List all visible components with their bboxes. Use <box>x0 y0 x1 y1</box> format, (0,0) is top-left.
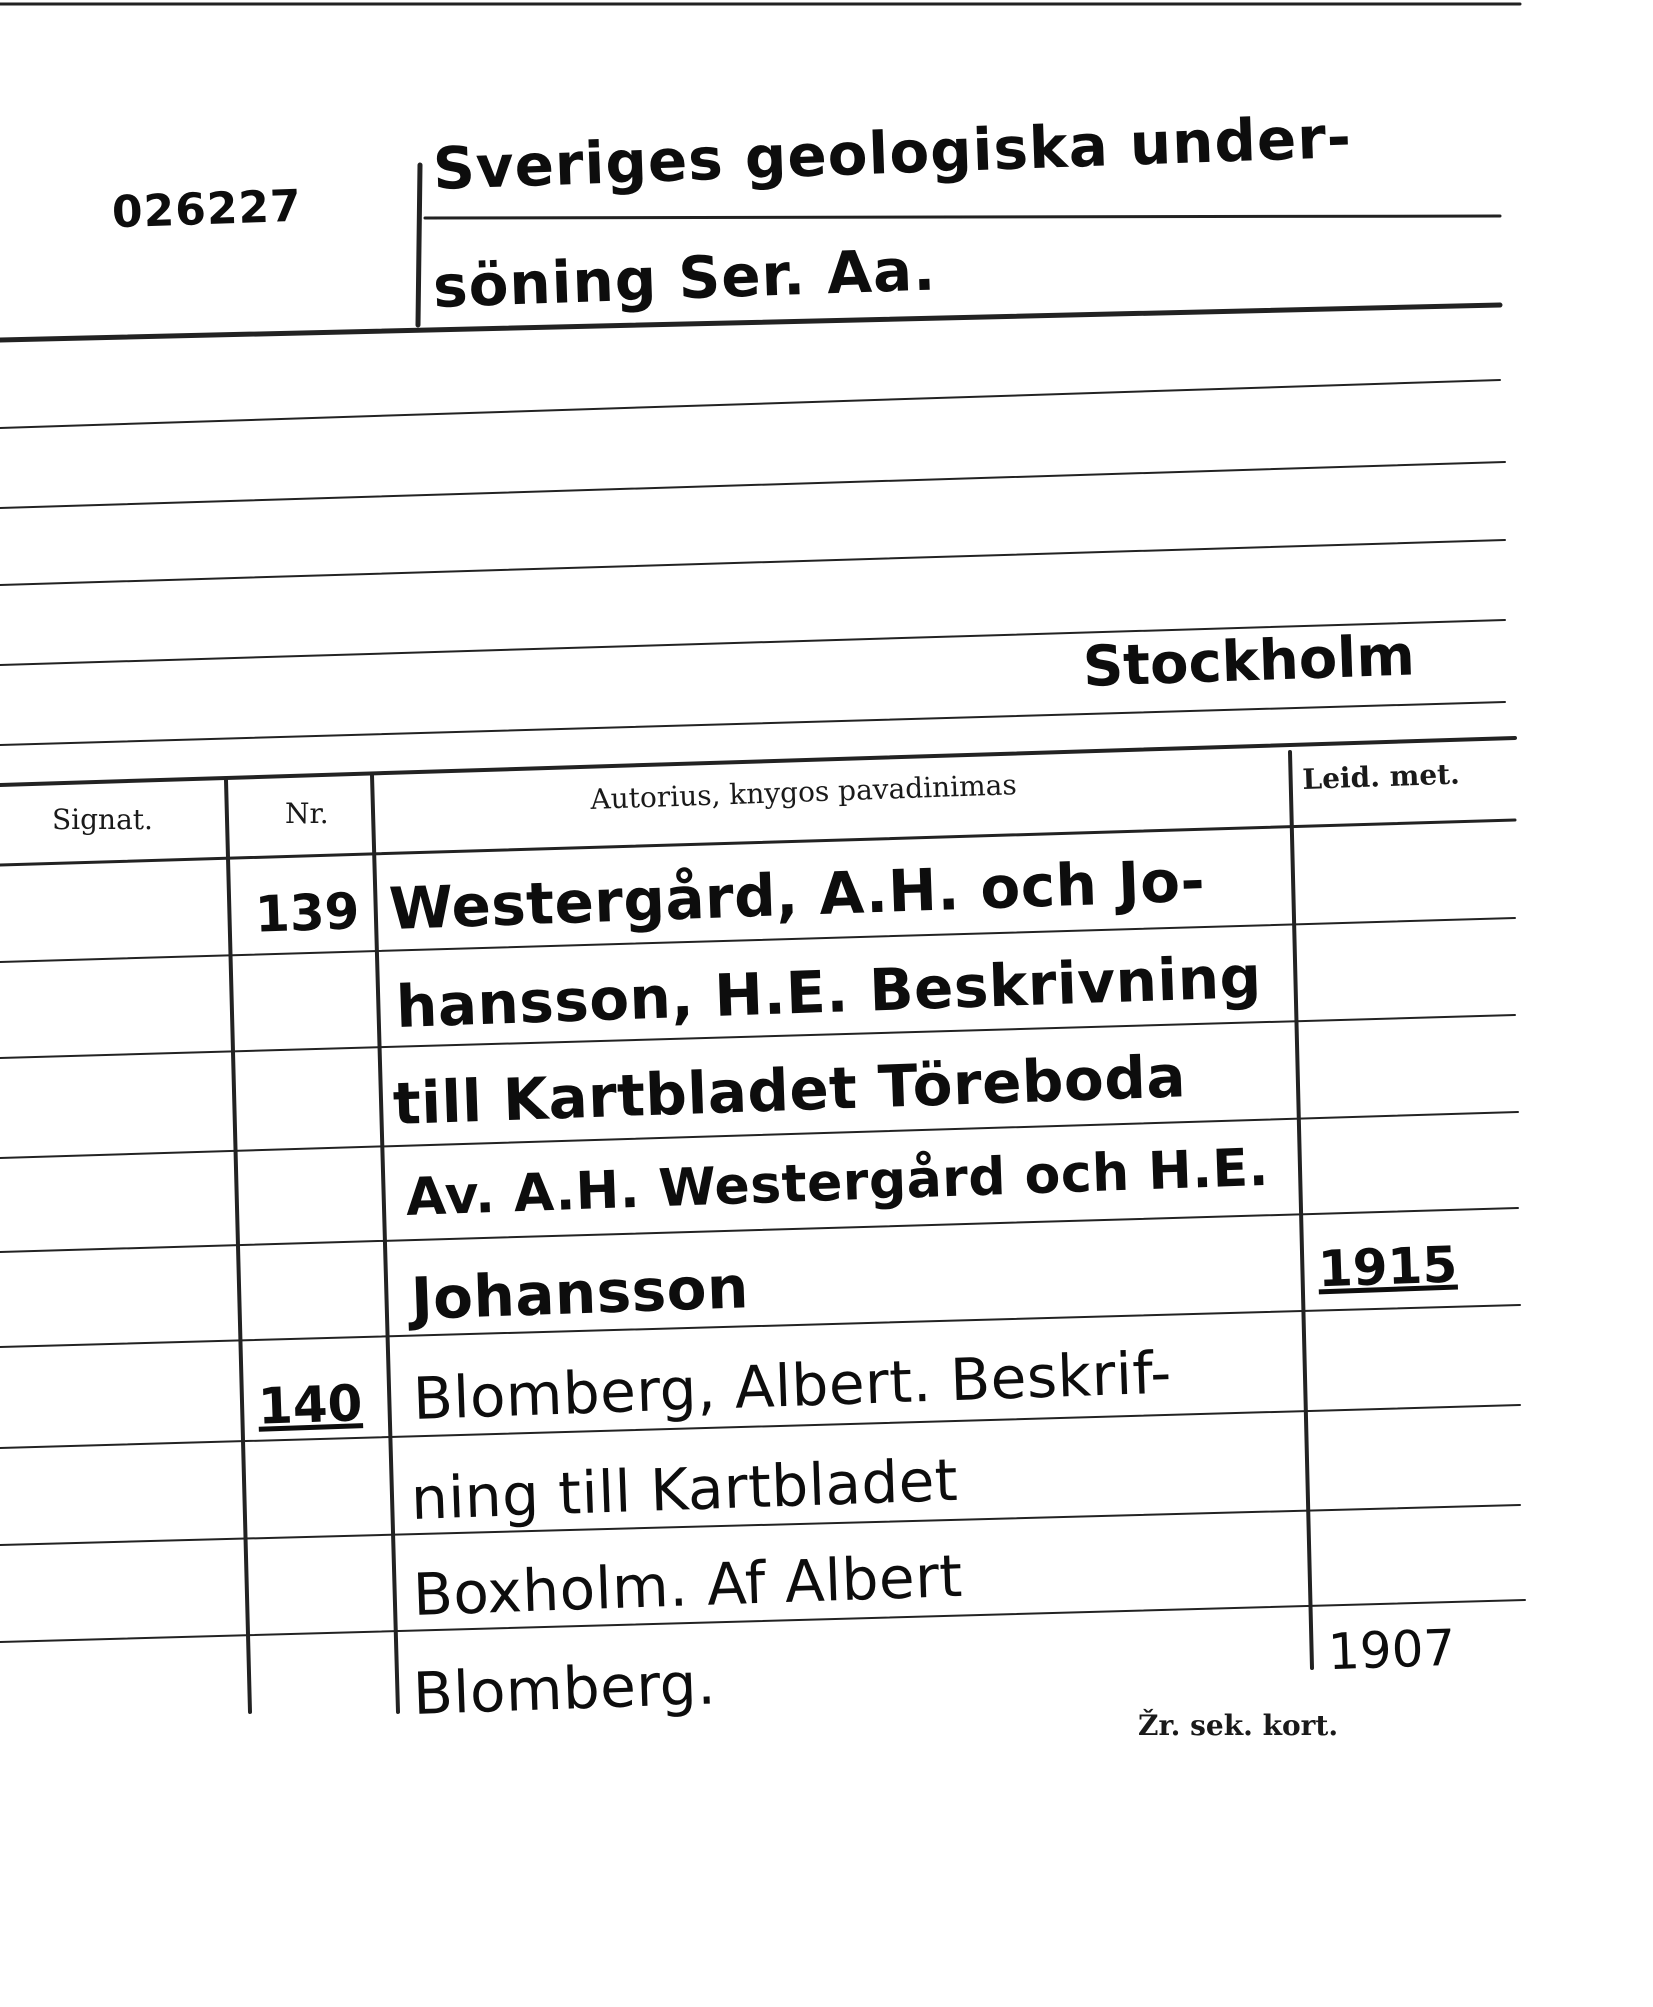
entry-line: Westergård, A.H. och Jo- <box>387 846 1207 943</box>
header-autorius: Autorius, knygos pavadinimas <box>589 768 1018 816</box>
entry-line: till Kartbladet Töreboda <box>391 1042 1187 1138</box>
entry-line: Blomberg, Albert. Beskrif- <box>411 1338 1173 1433</box>
header-leid-met: Leid. met. <box>1301 757 1461 796</box>
entry-line: Boxholm. Af Albert <box>411 1541 964 1629</box>
entry-line: Blomberg. <box>411 1649 717 1728</box>
entry-line: hansson, H.E. Beskrivning <box>394 942 1263 1041</box>
entry-year: 1907 <box>1327 1618 1457 1682</box>
entry-year: 1915 <box>1317 1235 1459 1299</box>
card-code: 026227 <box>111 180 303 239</box>
entry-line: Av. A.H. Westergård och H.E. <box>404 1137 1270 1228</box>
card-title-line-1: Sveriges geologiska under- <box>431 102 1353 203</box>
card-place: Stockholm <box>1081 623 1416 700</box>
card-footer-note: Žr. sek. kort. <box>1138 1709 1339 1742</box>
header-signat: Signat. <box>52 803 153 836</box>
entry-number: 140 <box>257 1374 364 1436</box>
entry-line: Johansson <box>409 1253 750 1333</box>
card-title-line-2: söning Ser. Aa. <box>431 235 938 321</box>
header-nr: Nr. <box>285 797 329 830</box>
entry-line: ning till Kartbladet <box>409 1445 960 1533</box>
entry-number: 139 <box>254 882 361 944</box>
